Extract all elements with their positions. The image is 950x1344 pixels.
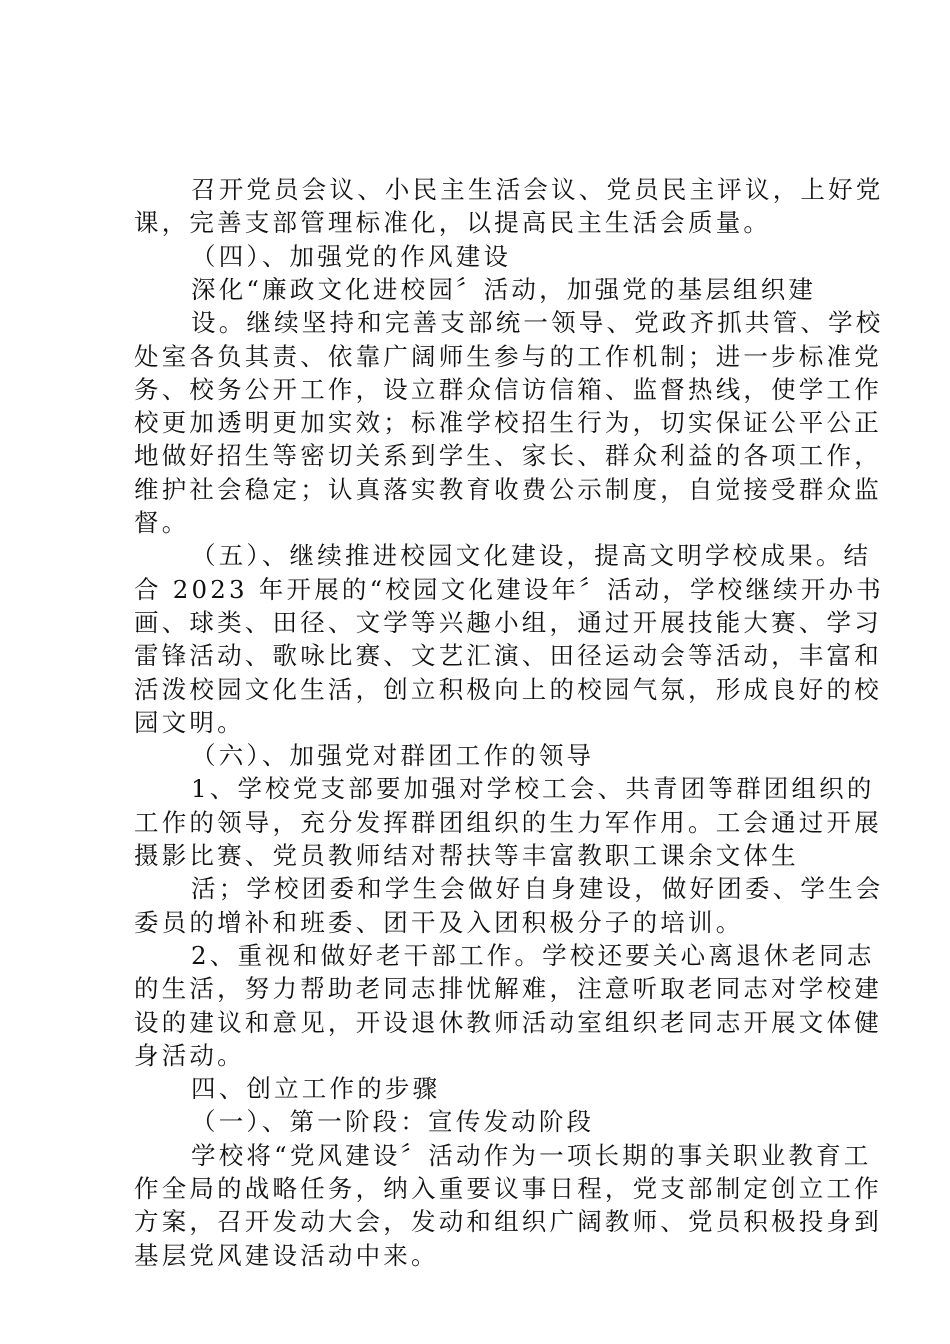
text-line: （五）、继续推进校园文化建设，提高文明学校成果。结: [191, 541, 872, 571]
text-line: 地做好招生等密切关系到学生、家长、群众利益的各项工作，: [134, 441, 882, 471]
text-line: 摄影比赛、党员教师结对帮扶等丰富教职工课余文体生: [134, 841, 799, 870]
text-line: 维护社会稳定；认真落实教育收费公示制度，自觉接受群众监: [134, 474, 882, 504]
text-line: 方案，召开发动大会，发动和组织广阔教师、党员积极投身到: [134, 1207, 882, 1237]
text-line: 学校将“党风建设〞活动作为一项长期的事关职业教育工: [191, 1140, 872, 1170]
text-line: 2、重视和做好老干部工作。学校还要关心离退休老同志: [191, 940, 875, 970]
text-line: 活泼校园文化生活，创立积极向上的校园气氛，形成良好的校: [134, 674, 882, 704]
text-line: 课，完善支部管理标准化，以提高民主生活会质量。: [134, 208, 772, 238]
text-line: 设。继续坚持和完善支部统一领导、党政齐抓共管、学校: [191, 308, 884, 338]
text-line: 1、学校党支部要加强对学校工会、共青团等群团组织的: [191, 774, 875, 804]
text-line: 工作的领导，充分发挥群团组织的生力军作用。工会通过开展: [134, 807, 882, 837]
text-line: 画、球类、田径、文学等兴趣小组，通过开展技能大赛、学习: [134, 607, 882, 637]
text-line: 基层党风建设活动中来。: [134, 1240, 439, 1270]
text-line: 召开党员会议、小民主生活会议、党员民主评议，上好党: [191, 175, 884, 204]
text-line: 的生活，努力帮助老同志排忧解难，注意听取老同志对学校建: [134, 974, 882, 1004]
text-line: 园文明。: [134, 707, 245, 737]
text-line: 校更加透明更加实效；标准学校招生行为，切实保证公平公正: [134, 408, 882, 438]
text-line: （六）、加强党对群团工作的领导: [191, 741, 595, 771]
text-line: 处室各负其责、依靠广阔师生参与的工作机制；进一步标准党: [134, 341, 882, 371]
text-line: 作全局的战略任务，纳入重要议事日程，党支部制定创立工作: [134, 1174, 882, 1203]
text-line: 委员的增补和班委、团干及入团积极分子的培训。: [134, 907, 744, 937]
text-line: 活；学校团委和学生会做好自身建设，做好团委、学生会: [191, 874, 884, 904]
text-line: （四）、加强党的作风建设: [191, 241, 512, 271]
text-line: （一）、第一阶段：宣传发动阶段: [191, 1107, 595, 1137]
text-line: 务、校务公开工作，设立群众信访信箱、监督热线，使学工作: [134, 374, 882, 404]
text-line: 雷锋活动、歌咏比赛、文艺汇演、田径运动会等活动，丰富和: [134, 641, 882, 671]
text-line: 深化“廉政文化进校园〞活动，加强党的基层组织建: [191, 274, 817, 304]
text-line: 四、创立工作的步骤: [191, 1074, 441, 1104]
text-line: 督。: [134, 508, 190, 537]
text-line: 身活动。: [134, 1040, 245, 1070]
text-line: 合 2023 年开展的“校园文化建设年〞活动，学校继续开办书: [134, 574, 884, 604]
text-line: 设的建议和意见，开设退休教师活动室组织老同志开展文体健: [134, 1007, 882, 1037]
